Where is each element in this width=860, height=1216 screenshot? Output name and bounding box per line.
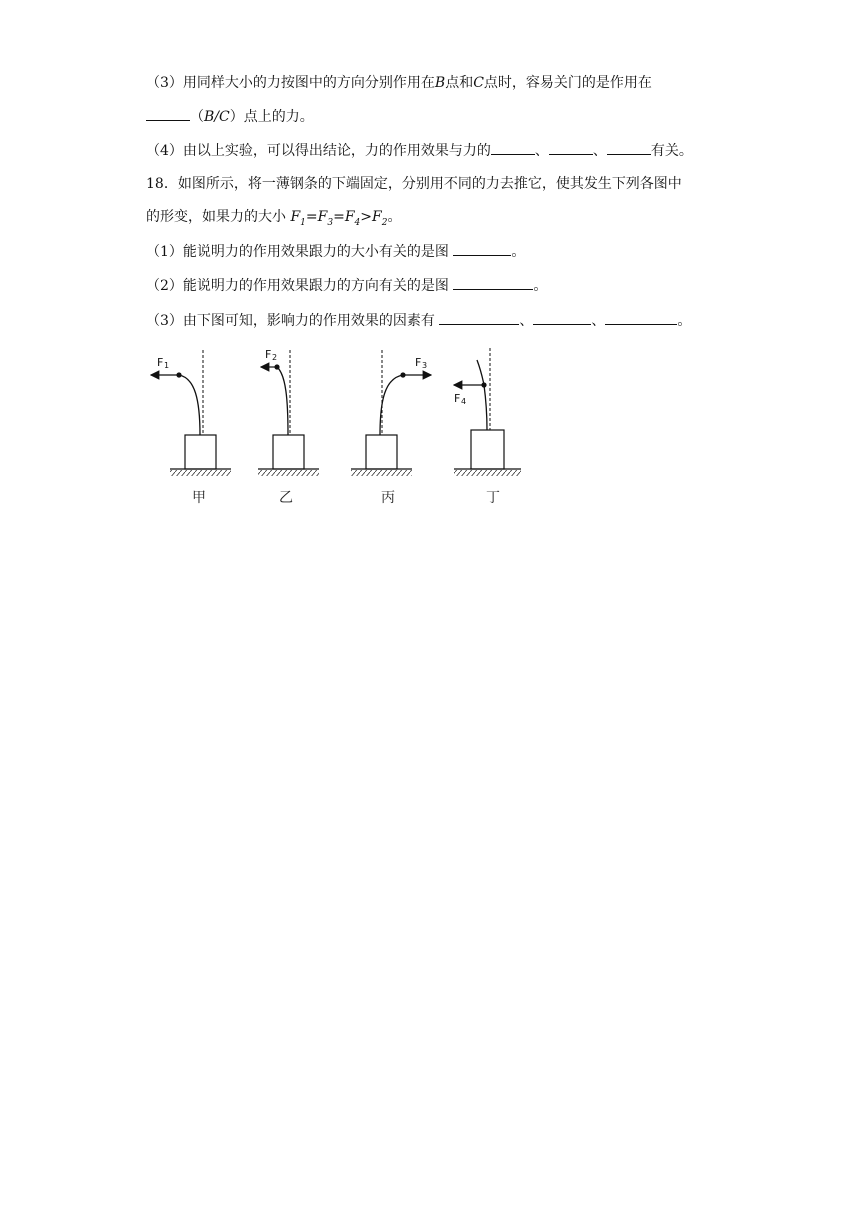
period: 。 [533, 278, 548, 294]
eq-sign: = [305, 209, 318, 225]
f2-symbol: F [372, 209, 382, 225]
separator: 、 [519, 313, 534, 329]
force-sub-3: 3 [422, 361, 428, 370]
q17-part3-text-b: 点和 [445, 75, 474, 91]
q18-sub3-line [146, 310, 691, 331]
eq-sign: = [333, 209, 345, 225]
answer-blank-q18-3b[interactable] [533, 310, 591, 325]
q18-sub2-line [146, 275, 547, 296]
q18-sub1-text: （1）能说明力的作用效果跟力的大小有关的是图 [146, 244, 449, 260]
q18-intro-text: 18．如图所示，将一薄钢条的下端固定，分别用不同的力去推它，使其发生下列各图中 [146, 176, 682, 192]
force-label-f4: F [454, 392, 461, 405]
q17-part3-text-d: （ [190, 109, 204, 125]
bent-strip [179, 375, 200, 435]
f3-symbol: F [317, 209, 328, 225]
q17-part4-text-a: （4）由以上实验，可以得出结论，力的作用效果与力的 [146, 143, 491, 159]
answer-blank-3[interactable] [607, 140, 651, 155]
ground-hatch [454, 470, 521, 476]
q18-sub2-text: （2）能说明力的作用效果跟力的方向有关的是图 [146, 278, 449, 294]
answer-blank-q18-1[interactable] [453, 241, 511, 256]
panel-bing [351, 350, 431, 506]
caption-jia: 甲 [192, 490, 206, 506]
q18-sub3-text: （3）由下图可知，影响力的作用效果的因素有 [146, 313, 435, 329]
period: 。 [677, 313, 692, 329]
q17-part4-line [146, 140, 693, 161]
answer-blank-q18-2[interactable] [453, 275, 533, 290]
f4-symbol: F [344, 209, 355, 225]
gt-sign: > [360, 209, 373, 225]
q18-intro-line1 [146, 174, 682, 194]
q17-part3-text-f: ）点上的力。 [229, 109, 314, 125]
base-block [185, 435, 216, 469]
force-label-f3: F [415, 356, 422, 369]
q17-part3-text-c: 点时，容易关门的是作用在 [483, 75, 652, 91]
answer-blank-1[interactable] [491, 140, 535, 155]
ground-hatch [170, 470, 231, 476]
point-c-label: C [473, 75, 484, 91]
force-label-f1: F [157, 356, 164, 369]
q17-part4-text-b: 有关。 [650, 143, 693, 159]
f1-sub: 1 [300, 217, 306, 228]
answer-blank-q18-3c[interactable] [605, 310, 677, 325]
point-b-label: B [434, 75, 446, 91]
separator: 、 [592, 143, 607, 159]
period: 。 [511, 244, 526, 260]
f3-sub: 3 [327, 217, 334, 228]
force-sub-1: 1 [164, 361, 170, 370]
bc-option: B/C [204, 109, 230, 125]
q17-part3-line2 [146, 106, 314, 127]
force-sub-4: 4 [461, 397, 467, 406]
ground-hatch [258, 470, 319, 476]
period: 。 [387, 209, 402, 225]
separator: 、 [534, 143, 549, 159]
q17-part3-line1 [146, 73, 652, 93]
steel-strip-figure [140, 340, 540, 515]
answer-blank-q18-3a[interactable] [439, 310, 519, 325]
panel-jia [151, 350, 231, 506]
caption-bing: 丙 [381, 490, 395, 506]
q18-sub1-line [146, 241, 525, 262]
ground-hatch [351, 470, 412, 476]
q18-intro2-text: 的形变，如果力的大小 [146, 209, 286, 225]
caption-ding: 丁 [486, 490, 500, 506]
force-label-f2: F [265, 348, 272, 361]
q17-part3-text-a: （3）用同样大小的力按图中的方向分别作用在 [146, 75, 435, 91]
answer-blank-2[interactable] [549, 140, 593, 155]
base-block [471, 430, 504, 469]
bent-strip [477, 360, 487, 430]
base-block [366, 435, 397, 469]
bent-strip [277, 367, 288, 435]
panel-ding [454, 348, 521, 506]
caption-yi: 乙 [279, 490, 293, 506]
force-sub-2: 2 [272, 353, 278, 362]
q18-intro-line2 [146, 207, 401, 233]
bent-strip [380, 375, 403, 435]
f2-sub: 2 [381, 217, 388, 228]
answer-blank-bc[interactable] [146, 106, 190, 121]
f4-sub: 4 [354, 217, 361, 228]
separator: 、 [591, 313, 606, 329]
base-block [273, 435, 304, 469]
panel-yi [258, 348, 319, 506]
f1-symbol: F [290, 209, 301, 225]
